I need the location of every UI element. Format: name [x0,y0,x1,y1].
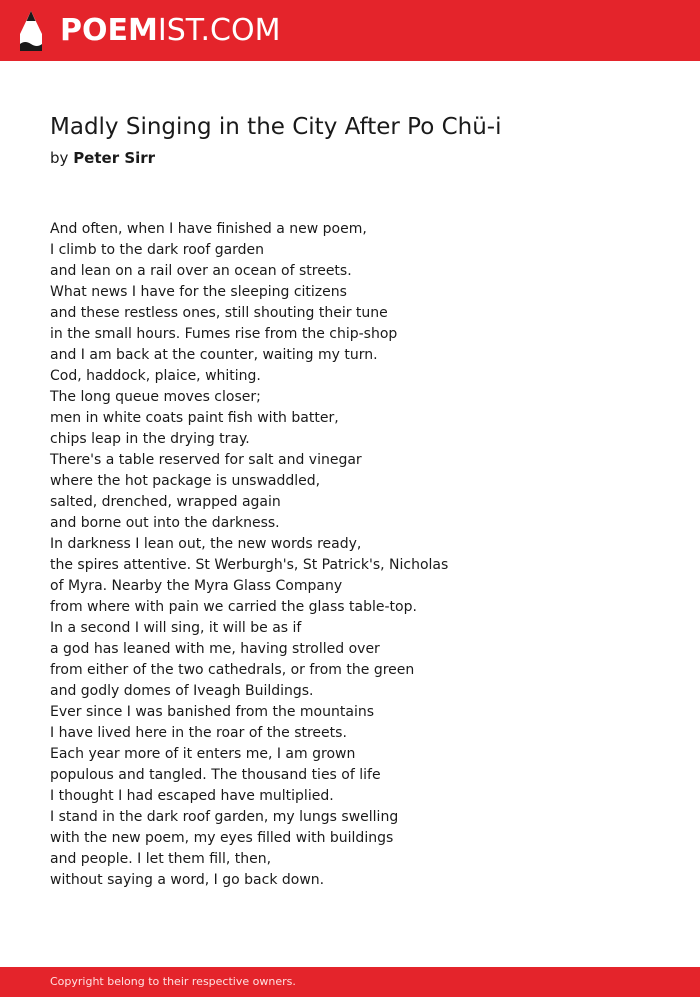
poem-line: a god has leaned with me, having strolled over [50,641,380,657]
copyright-notice: Copyright belong to their respective owners. [50,975,296,988]
poem-line: I stand in the dark roof garden, my lungs swelling [50,809,399,825]
poem-line: and people. I let them fill, then, [50,851,272,867]
pencil-tip-icon [18,10,44,52]
site-name [60,9,280,53]
poem-line: The long queue moves closer; [50,389,261,405]
poem-line: In a second I will sing, it will be as if [50,620,302,636]
poem-line: in the small hours. Fumes rise from the chip-shop [50,326,398,342]
poem-line: There's a table reserved for salt and vinegar [50,452,362,468]
poem-line: without saying a word, I go back down. [50,872,325,888]
poem-line: I climb to the dark roof garden [50,242,265,258]
poem-line: And often, when I have finished a new poem, [50,221,367,237]
poem-line: with the new poem, my eyes filled with buildings [50,830,394,846]
poem-line: and I am back at the counter, waiting my turn. [50,347,378,363]
site-header [0,0,700,61]
poem-line: chips leap in the drying tray. [50,431,250,447]
byline-prefix: by [50,149,69,167]
poem-body [50,219,670,891]
poem-line: from where with pain we carried the glass table-top. [50,599,417,615]
site-name-light: IST.COM [157,13,281,48]
poem-title: Madly Singing in the City After Po Chü-i [50,114,502,140]
poem-line: In darkness I lean out, the new words ready, [50,536,362,552]
poem-line: the spires attentive. St Werburgh's, St Patrick's, Nicholas [50,557,449,573]
poem-line: Cod, haddock, plaice, whiting. [50,368,261,384]
site-footer [0,967,700,997]
poem-line: I thought I had escaped have multiplied. [50,788,334,804]
author-name: Peter Sirr [73,149,156,167]
poem-line: I have lived here in the roar of the streets. [50,725,347,741]
poem-line: salted, drenched, wrapped again [50,494,281,510]
poem-line: and lean on a rail over an ocean of streets. [50,263,352,279]
poem-line: and borne out into the darkness. [50,515,280,531]
poem-line: populous and tangled. The thousand ties of life [50,767,381,783]
site-name-strong: POEM [60,13,158,48]
poem-line: men in white coats paint fish with batter, [50,410,339,426]
poem-line: and these restless ones, still shouting their tune [50,305,388,321]
poem-line: of Myra. Nearby the Myra Glass Company [50,578,343,594]
poem-line: Each year more of it enters me, I am grown [50,746,356,762]
poem-line: from either of the two cathedrals, or from the green [50,662,415,678]
poem-line: and godly domes of Iveagh Buildings. [50,683,314,699]
site-logo[interactable] [18,9,280,53]
poem-line: where the hot package is unswaddled, [50,473,321,489]
poem-line: What news I have for the sleeping citizens [50,284,347,300]
poem-line: Ever since I was banished from the mountains [50,704,374,720]
byline [50,149,155,167]
